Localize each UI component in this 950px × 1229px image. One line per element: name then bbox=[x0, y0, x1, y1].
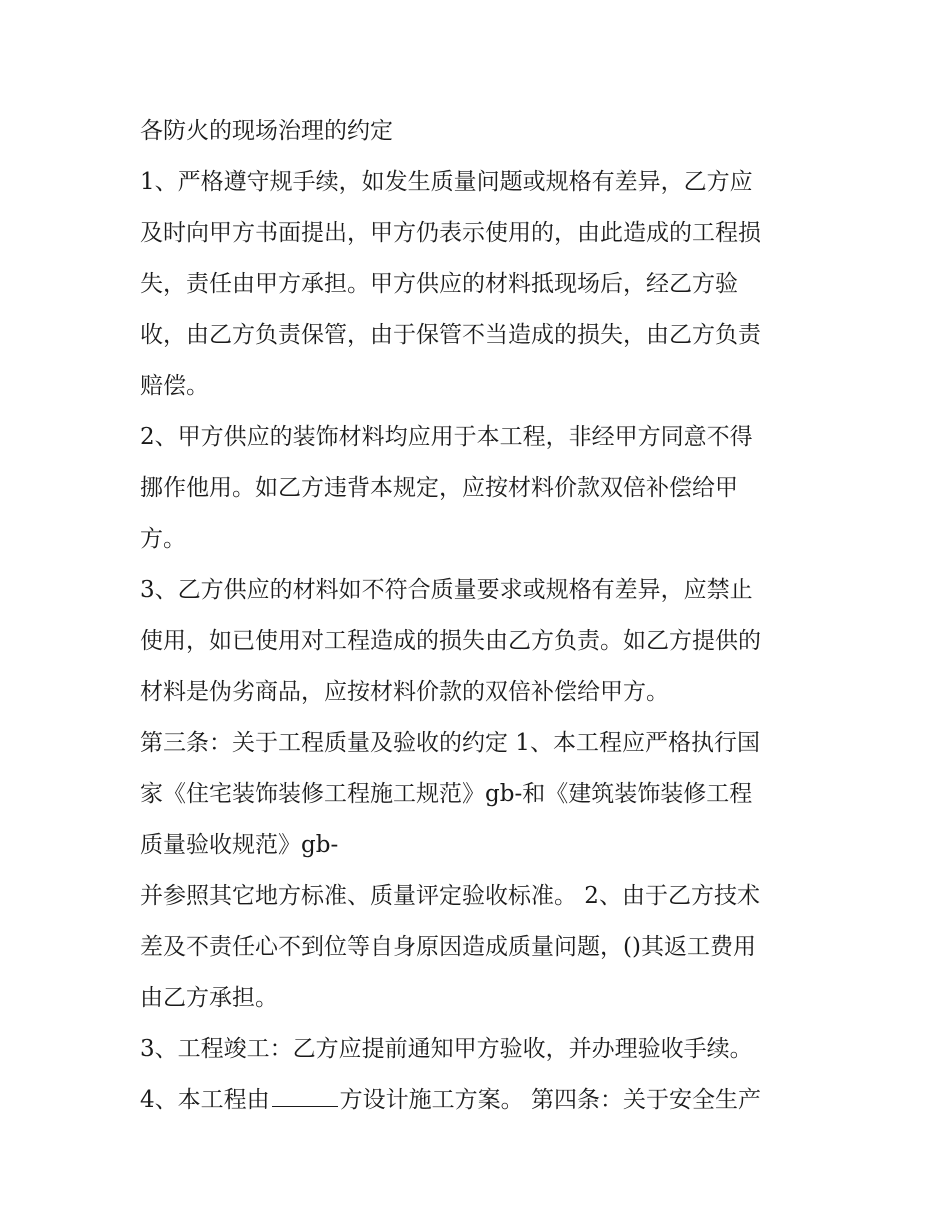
text-line: 并参照其它地方标准、质量评定验收标准。 2、由于乙方技术 bbox=[140, 883, 760, 909]
text-line: 3、乙方供应的材料如不符合质量要求或规格有差异，应禁止 bbox=[140, 577, 753, 603]
text-line: 1、严格遵守规手续，如发生质量问题或规格有差异，乙方应 bbox=[140, 169, 753, 195]
text-after-blank: 方设计施工方案。 第四条：关于安全生产 bbox=[339, 1087, 761, 1113]
text-line: 由乙方承担。 bbox=[140, 985, 278, 1011]
text-line: 及时向甲方书面提出，甲方仍表示使用的，由此造成的工程损 bbox=[140, 220, 761, 246]
text-line: 第三条：关于工程质量及验收的约定 1、本工程应严格执行国 bbox=[140, 730, 760, 756]
text-before-blank: 4、本工程由 bbox=[140, 1087, 270, 1113]
text-line: 赔偿。 bbox=[140, 373, 209, 399]
text-line: 方。 bbox=[140, 526, 186, 552]
text-line: 3、工程竣工：乙方应提前通知甲方验收，并办理验收手续。 bbox=[140, 1036, 753, 1062]
text-line: 挪作他用。如乙方违背本规定，应按材料价款双倍补偿给甲 bbox=[140, 475, 738, 501]
text-line: 失，责任由甲方承担。甲方供应的材料抵现场后，经乙方验 bbox=[140, 271, 738, 297]
text-line: 质量验收规范》gb- bbox=[140, 832, 339, 858]
text-line: 2、甲方供应的装饰材料均应用于本工程，非经甲方同意不得 bbox=[140, 424, 753, 450]
fill-in-blank bbox=[272, 1088, 338, 1107]
document-body bbox=[140, 106, 820, 1126]
text-line: 材料是伪劣商品，应按材料价款的双倍补偿给甲方。 bbox=[140, 679, 669, 705]
text-line: 家《住宅装饰装修工程施工规范》gb-和《建筑装饰装修工程 bbox=[140, 781, 753, 807]
text-line: 差及不责任心不到位等自身原因造成质量问题，()其返工费用 bbox=[140, 934, 756, 960]
text-line: 收，由乙方负责保管，由于保管不当造成的损失，由乙方负责 bbox=[140, 322, 761, 348]
text-line: 使用，如已使用对工程造成的损失由乙方负责。如乙方提供的 bbox=[140, 628, 761, 654]
section-heading: 各防火的现场治理的约定 bbox=[140, 118, 393, 144]
text-line-with-blank bbox=[140, 1075, 820, 1126]
